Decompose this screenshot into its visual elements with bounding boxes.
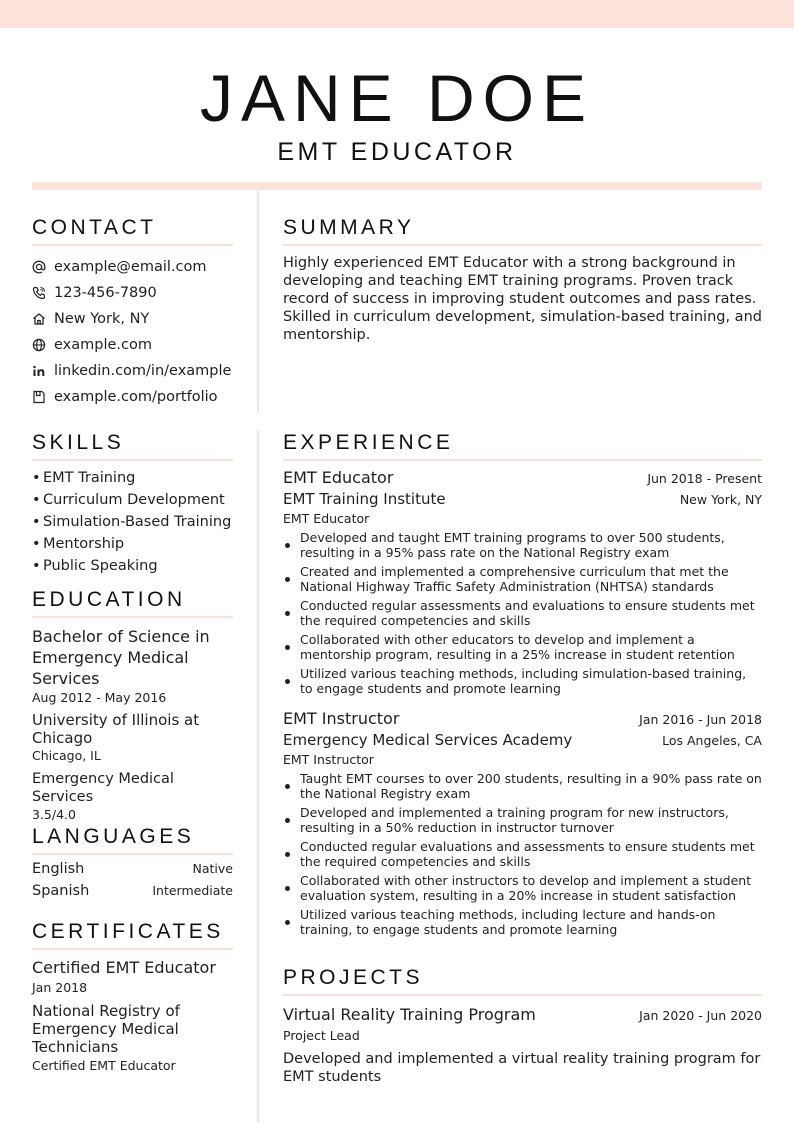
- header-divider: [32, 182, 762, 190]
- education-school: University of Illinois at Chicago: [32, 711, 200, 747]
- education-heading: EDUCATION: [32, 588, 233, 618]
- job-company: EMT Training Institute: [283, 490, 446, 508]
- job-bullet: Created and implemented a comprehensive curriculum that met the National Highway Traffic Safety Administration (NHTSA) standards: [283, 564, 762, 594]
- contact-linkedin[interactable]: [32, 358, 233, 384]
- candidate-title: EMT EDUCATOR: [277, 138, 517, 166]
- job-bullet: Developed and taught EMT training programs to over 500 students, resulting in a 95% pass rate on the National Registry exam: [283, 530, 762, 560]
- education-location: Chicago, IL: [32, 748, 101, 763]
- skill-item: • Simulation-Based Training: [32, 514, 232, 530]
- contact-website-text: example.com: [54, 337, 152, 353]
- job-role: EMT Educator: [283, 511, 370, 526]
- phone-icon: [32, 286, 46, 300]
- job-location: New York, NY: [679, 492, 762, 507]
- project-entry: [283, 1004, 762, 1086]
- language-name: English: [32, 861, 85, 877]
- job-bullet: Utilized various teaching methods, including simulation-based training, to engage students and promote learning: [283, 666, 762, 696]
- skill-item: • Public Speaking: [32, 558, 158, 574]
- certificate-name: National Registry of Emergency Medical Technicians: [32, 1002, 180, 1056]
- project-role: Project Lead: [283, 1028, 360, 1043]
- certificate-name: Certified EMT Educator: [32, 958, 216, 977]
- summary-section: [283, 216, 762, 344]
- education-field: Emergency Medical Services: [32, 771, 174, 805]
- at-icon: [32, 260, 46, 274]
- certificates-heading: CERTIFICATES: [32, 920, 233, 950]
- job-company: Emergency Medical Services Academy: [283, 731, 573, 749]
- contact-linkedin-text: linkedin.com/in/example: [54, 363, 232, 379]
- contact-location-text: New York, NY: [54, 311, 150, 327]
- experience-heading: EXPERIENCE: [283, 431, 762, 461]
- projects-section: [283, 966, 762, 1086]
- job-bullet: Conducted regular evaluations and assessments to ensure students met the required competencies and skills: [283, 839, 762, 869]
- job-entry: [283, 467, 762, 696]
- project-dates: Jan 2020 - Jun 2020: [639, 1008, 762, 1023]
- candidate-name: JANE DOE: [199, 61, 595, 135]
- job-dates: Jun 2018 - Present: [647, 471, 762, 486]
- job-dates: Jan 2016 - Jun 2018: [639, 712, 762, 727]
- experience-section: [283, 431, 762, 941]
- job-entry: [283, 708, 762, 937]
- certificates-section: [32, 920, 233, 1075]
- language-row: [32, 883, 233, 905]
- contact-portfolio[interactable]: [32, 384, 233, 410]
- contact-website[interactable]: [32, 332, 233, 358]
- contact-section: [32, 216, 233, 410]
- language-name: Spanish: [32, 883, 90, 899]
- portfolio-icon: [32, 390, 46, 404]
- job-bullet: Conducted regular assessments and evaluations to ensure students met the required competencies and skills: [283, 598, 762, 628]
- job-title: EMT Educator: [283, 468, 394, 487]
- column-divider-bottom: [257, 430, 259, 1123]
- home-icon: [32, 312, 46, 326]
- job-title: EMT Instructor: [283, 709, 400, 728]
- education-gpa: 3.5/4.0: [32, 807, 76, 822]
- languages-heading: LANGUAGES: [32, 825, 233, 855]
- skill-item: • Mentorship: [32, 536, 125, 552]
- language-level: Native: [192, 861, 233, 876]
- summary-text: Highly experienced EMT Educator with a strong background in developing and teaching EMT training programs. Proven track record of success in improving student outcomes and pass rates. Skilled in curriculum development, simulation-based training, and mentorship.: [283, 255, 762, 343]
- language-level: Intermediate: [152, 883, 233, 898]
- skill-item: • EMT Training: [32, 470, 136, 486]
- job-location: Los Angeles, CA: [662, 733, 762, 748]
- column-divider-top: [257, 190, 259, 413]
- skill-item: • Curriculum Development: [32, 492, 225, 508]
- contact-portfolio-text: example.com/portfolio: [54, 389, 218, 405]
- language-row: [32, 861, 233, 883]
- contact-heading: CONTACT: [32, 216, 233, 246]
- languages-section: [32, 825, 233, 905]
- job-bullet: Collaborated with other instructors to develop and implement a student evaluation system, resulting in a 20% increase in student satisfaction: [283, 873, 762, 903]
- job-role: EMT Instructor: [283, 752, 374, 767]
- job-bullet: Taught EMT courses to over 200 students, resulting in a 90% pass rate on the National Registry exam: [283, 771, 762, 801]
- contact-email[interactable]: [32, 254, 233, 280]
- skills-section: [32, 431, 233, 577]
- top-accent-band: [0, 0, 794, 28]
- education-dates: Aug 2012 - May 2016: [32, 690, 167, 705]
- contact-location: [32, 306, 233, 332]
- job-bullet: Developed and implemented a training program for new instructors, resulting in a 50% reduction in instructor turnover: [283, 805, 762, 835]
- project-description: Developed and implemented a virtual reality training program for EMT students: [283, 1051, 761, 1085]
- contact-phone[interactable]: [32, 280, 233, 306]
- project-title: Virtual Reality Training Program: [283, 1005, 536, 1024]
- skills-heading: SKILLS: [32, 431, 233, 461]
- contact-phone-text: 123-456-7890: [54, 285, 157, 301]
- projects-heading: PROJECTS: [283, 966, 762, 996]
- linkedin-icon: [32, 364, 46, 378]
- certificate-detail: Certified EMT Educator: [32, 1058, 176, 1073]
- certificate-detail: Jan 2018: [32, 980, 88, 995]
- globe-icon: [32, 338, 46, 352]
- education-section: [32, 588, 233, 824]
- contact-email-text: example@email.com: [54, 259, 207, 275]
- job-bullet: Utilized various teaching methods, including lecture and hands-on training, to engage students and promote learning: [283, 907, 762, 937]
- education-degree: Bachelor of Science in Emergency Medical Services: [32, 627, 210, 688]
- job-bullet: Collaborated with other educators to develop and implement a mentorship program, resulting in a 25% increase in student retention: [283, 632, 762, 662]
- summary-heading: SUMMARY: [283, 216, 762, 246]
